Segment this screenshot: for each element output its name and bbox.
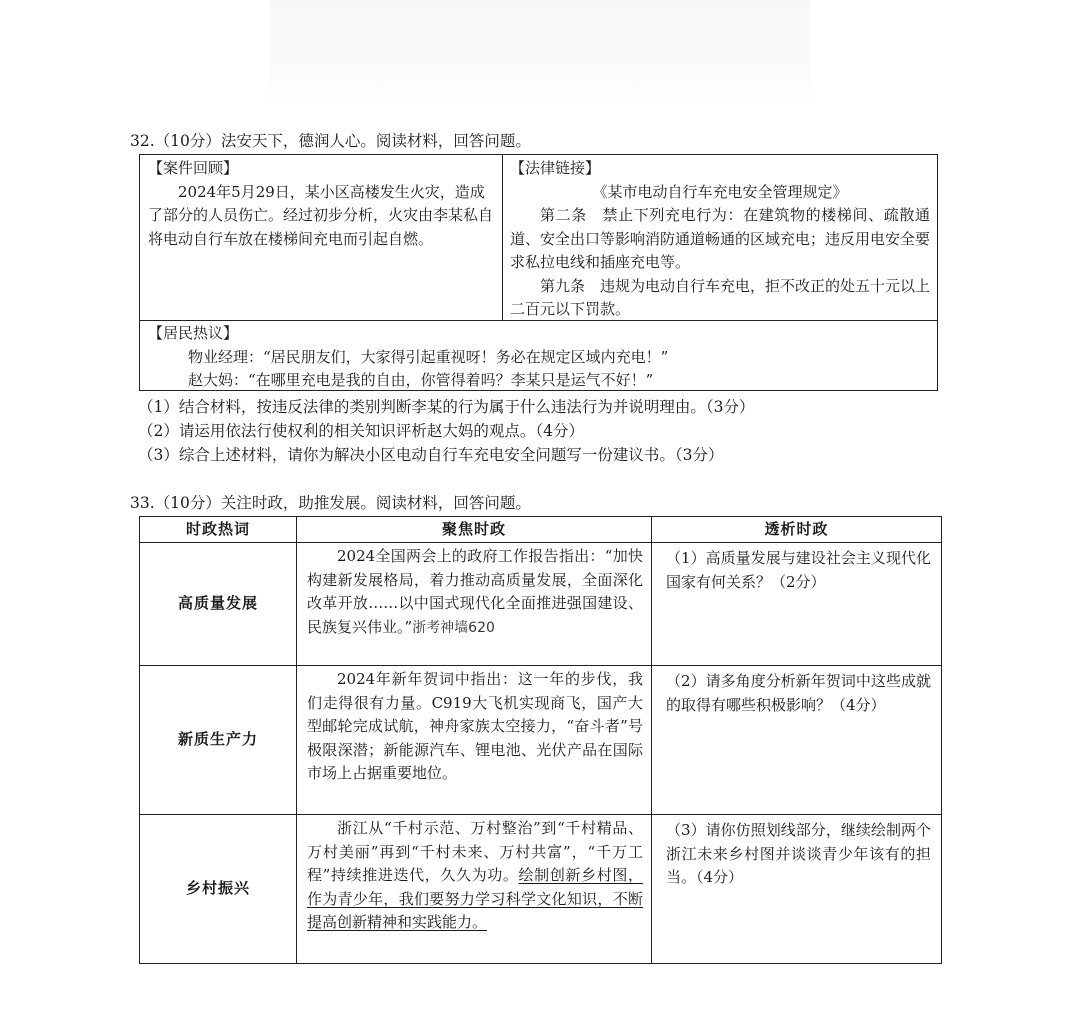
question-32-material-box [139, 154, 938, 391]
keyword-cell: 乡村振兴 [140, 815, 297, 964]
question-33-heading: 33.（10分）关注时政，助推发展。阅读材料，回答问题。 [130, 494, 531, 512]
law-article-9: 第九条 违规为电动自行车充电，拒不改正的处五十元以上二百元以下罚款。 [510, 276, 931, 318]
law-article-2: 第二条 禁止下列充电行为：在建筑物的楼梯间、疏散通道、安全出口等影响消防通道畅通的区域充电；违反用电安全要求私拉电线和插座充电等。 [510, 206, 931, 271]
focus-cell [297, 666, 652, 815]
header-focus: 聚焦时政 [297, 517, 652, 543]
table-row [140, 543, 942, 666]
header-keyword: 时政热词 [140, 517, 297, 543]
scan-header-shade [270, 0, 810, 105]
question-33-table [139, 516, 942, 964]
table-row [140, 815, 942, 964]
handwritten-note: 浙考神墙620 [412, 619, 495, 636]
law-link-cell [510, 157, 930, 322]
header-analysis: 透析时政 [652, 517, 942, 543]
case-review-text: 2024年5月29日，某小区高楼发生火灾，造成了部分的人员伤亡。经过初步分析，火灾由李某私自将电动自行车放在楼梯间充电而引起自燃。 [148, 182, 494, 248]
aunt-zhao-quote: 赵大妈：“在哪里充电是我的自由，你管得着吗？李某只是运气不好！” [188, 371, 654, 389]
focus-text: 浙江从“千村示范、万村整治”到“千村精品、万村美丽”再到“千村未来、万村共富”，“千万工程”持续推进迭代，久久为功。 [307, 819, 643, 884]
question-32-heading: 32.（10分）法安天下，德润人心。阅读材料，回答问题。 [130, 132, 531, 150]
focus-text: 2024全国两会上的政府工作报告指出：“加快构建新发展格局，着力推动高质量发展，全面深化改革开放……以中国式现代化全面推进强国建设、民族复兴伟业。” [307, 547, 643, 636]
analysis-cell: （3）请你仿照划线部分，继续绘制两个浙江未来乡村图并谈谈青少年该有的担当。（4分） [652, 815, 942, 964]
law-link-tag: 【法律链接】 [510, 159, 601, 177]
table-row [140, 666, 942, 815]
underlined-example: 绘制创新乡村图，作为青少年，我们要努力学习科学文化知识，不断提高创新精神和实践能力。 [307, 866, 643, 931]
question-32-sub-3: （3）综合上述材料，请你为解决小区电动自行车充电安全问题写一份建议书。（3分） [138, 446, 724, 464]
resident-discussion-cell [148, 322, 928, 393]
box-divider-vertical [502, 155, 503, 321]
case-review-tag: 【案件回顾】 [148, 159, 239, 177]
focus-cell [297, 815, 652, 964]
keyword-cell: 高质量发展 [140, 543, 297, 666]
focus-cell [297, 543, 652, 666]
analysis-cell: （2）请多角度分析新年贺词中这些成就的取得有哪些积极影响？（4分） [652, 666, 942, 815]
table-header-row [140, 517, 942, 543]
law-title: 《某市电动自行车充电安全管理规定》 [592, 182, 848, 201]
question-32-sub-1: （1）结合材料，按违反法律的类别判断李某的行为属于什么违法行为并说明理由。（3分） [138, 398, 755, 416]
keyword-cell: 新质生产力 [140, 666, 297, 815]
case-review-cell [148, 157, 496, 251]
focus-text: 2024年新年贺词中指出：这一年的步伐，我们走得很有力量。C919大飞机实现商飞，国产大型邮轮完成试航，神舟家族太空接力，“奋斗者”号极限深潜；新能源汽车、锂电池、光伏产品在国际市场上占据重要地位。 [307, 670, 643, 782]
property-manager-quote: 物业经理：“居民朋友们，大家得引起重视呀！务必在规定区域内充电！” [188, 347, 669, 366]
analysis-cell: （1）高质量发展与建设社会主义现代化国家有何关系？（2分） [652, 543, 942, 666]
resident-discussion-tag: 【居民热议】 [148, 324, 239, 342]
question-32-sub-2: （2）请运用依法行使权利的相关知识评析赵大妈的观点。（4分） [138, 422, 584, 440]
